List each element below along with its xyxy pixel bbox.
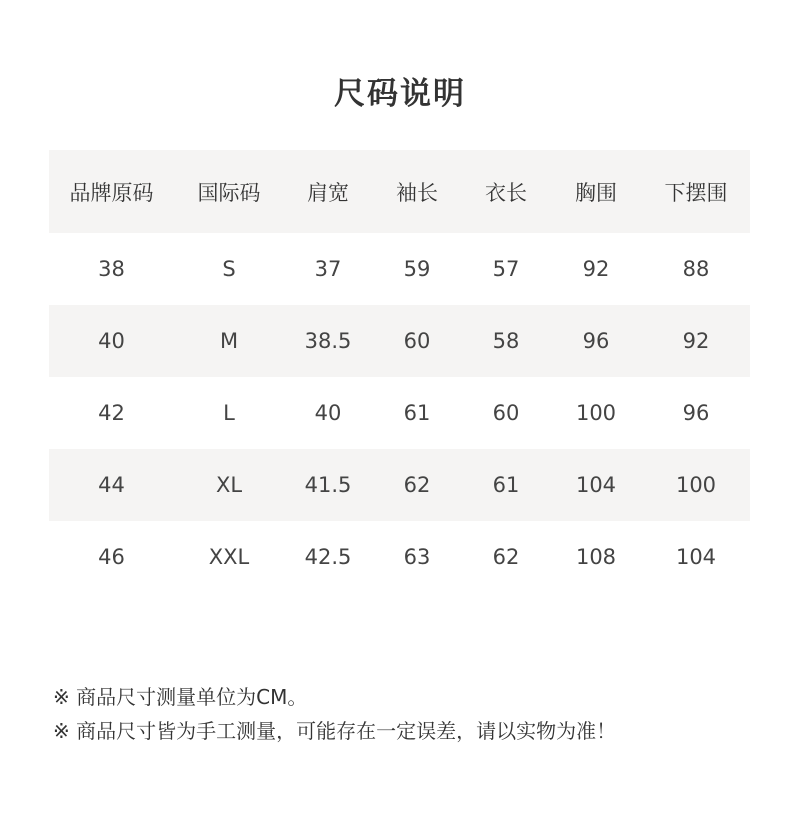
table-cell: XXL [208, 545, 250, 569]
table-cell: 58 [462, 305, 550, 377]
table-cell: 40 [49, 305, 174, 377]
table-cell: 40 [314, 401, 342, 425]
table-cell: 96 [550, 305, 642, 377]
table-cell: 37 [314, 257, 342, 281]
note-unit: ※ 商品尺寸测量单位为CM。 [53, 685, 308, 709]
table-row [49, 449, 750, 521]
page-title: 尺码说明 [334, 76, 466, 112]
table-cell: 42 [98, 401, 125, 425]
table-cell: 100 [642, 449, 750, 521]
table-row [49, 305, 750, 377]
table-cell: 41.5 [284, 449, 372, 521]
table-cell: 92 [582, 257, 610, 281]
table-cell: 88 [682, 257, 710, 281]
table-row [49, 521, 750, 593]
table-cell: L [223, 401, 235, 425]
table-cell: 60 [492, 401, 520, 425]
table-cell: 38.5 [284, 305, 372, 377]
table-cell: 46 [98, 545, 125, 569]
table-cell: 60 [372, 305, 462, 377]
size-chart-table [49, 150, 750, 593]
table-cell: 61 [462, 449, 550, 521]
table-row [49, 377, 750, 449]
table-cell: 61 [403, 401, 431, 425]
table-cell: 100 [575, 401, 617, 425]
table-cell: 62 [372, 449, 462, 521]
header-length: 衣长 [462, 150, 550, 233]
table-row [49, 233, 750, 305]
header-hem: 下摆围 [642, 150, 750, 233]
table-cell: 108 [575, 545, 617, 569]
table-cell: 96 [682, 401, 710, 425]
table-cell: 104 [675, 545, 717, 569]
table-cell: 59 [403, 257, 431, 281]
header-sleeve: 袖长 [372, 150, 462, 233]
table-cell: XL [174, 449, 284, 521]
table-header-row [49, 150, 750, 233]
table-cell: 42.5 [304, 545, 352, 569]
notes-section [53, 680, 616, 748]
table-cell: 57 [492, 257, 520, 281]
header-shoulder: 肩宽 [284, 150, 372, 233]
table-cell: S [222, 257, 236, 281]
table-cell: 38 [98, 257, 125, 281]
header-brand-size: 品牌原码 [49, 150, 174, 233]
table-cell: 62 [492, 545, 520, 569]
header-chest: 胸围 [550, 150, 642, 233]
table-cell: 92 [642, 305, 750, 377]
header-intl-size: 国际码 [174, 150, 284, 233]
note-measurement-error: ※ 商品尺寸皆为手工测量，可能存在一定误差，请以实物为准！ [53, 719, 617, 743]
table-cell: 104 [550, 449, 642, 521]
table-cell: M [174, 305, 284, 377]
table-cell: 44 [49, 449, 174, 521]
table-cell: 63 [403, 545, 431, 569]
